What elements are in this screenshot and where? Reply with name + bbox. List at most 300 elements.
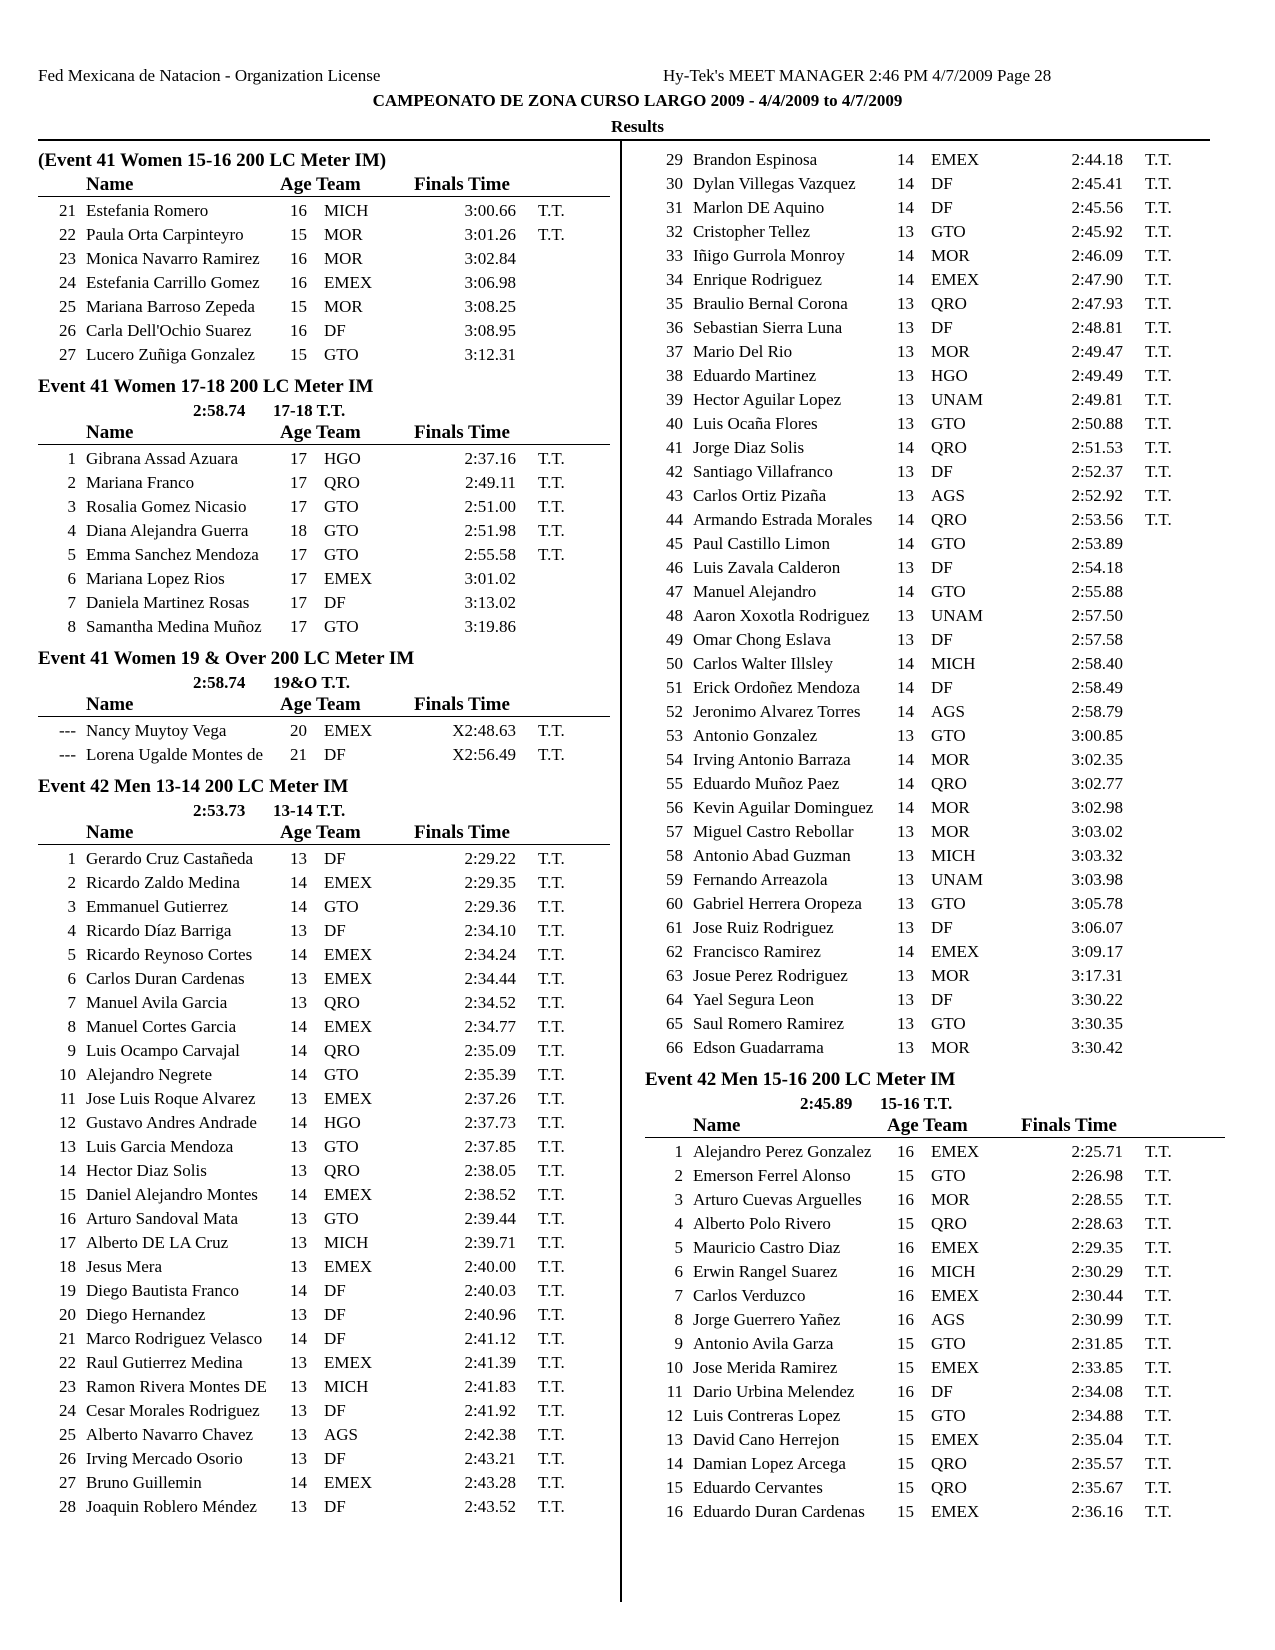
- swimmer-name: Enrique Rodriguez: [693, 270, 822, 289]
- finals-time: 2:28.55: [1071, 1190, 1123, 1209]
- time-standard-note: T.T.: [538, 1185, 565, 1204]
- place: ---: [59, 721, 76, 740]
- swimmer-age: 16: [897, 1142, 914, 1161]
- time-standard-note: T.T.: [538, 1305, 565, 1324]
- finals-time: 3:17.31: [1071, 966, 1123, 985]
- place: 14: [59, 1161, 76, 1180]
- place: 8: [67, 1017, 76, 1036]
- swimmer-age: 14: [290, 1113, 307, 1132]
- swimmer-name: Lucero Zuñiga Gonzalez: [86, 345, 255, 364]
- swimmer-name: Carlos Ortiz Pizaña: [693, 486, 827, 505]
- finals-time: 2:36.16: [1071, 1502, 1123, 1521]
- swimmer-name: Luis Garcia Mendoza: [86, 1137, 234, 1156]
- result-row: [645, 460, 1225, 484]
- swimmer-age: 15: [897, 1478, 914, 1497]
- swimmer-name: Alberto DE LA Cruz: [86, 1233, 229, 1252]
- time-standard-note: T.T.: [538, 1473, 565, 1492]
- swimmer-age: 13: [290, 1377, 307, 1396]
- team-code: GTO: [324, 897, 359, 916]
- qualifying-time: 2:58.74: [193, 673, 246, 692]
- column-header-name: Name: [693, 1115, 741, 1136]
- qualifying-label: 13-14 T.T.: [273, 801, 346, 820]
- swimmer-name: Irving Mercado Osorio: [86, 1449, 243, 1468]
- result-row: [38, 847, 610, 871]
- swimmer-name: Manuel Alejandro: [693, 582, 817, 601]
- place: 8: [674, 1310, 683, 1329]
- qualifying-time: 2:45.89: [800, 1094, 853, 1113]
- swimmer-age: 16: [290, 201, 307, 220]
- swimmer-name: Emmanuel Gutierrez: [86, 897, 229, 916]
- swimmer-name: Raul Gutierrez Medina: [86, 1353, 243, 1372]
- finals-time: 2:29.22: [464, 849, 516, 868]
- time-standard-note: T.T.: [1145, 246, 1172, 265]
- finals-time: 2:34.24: [464, 945, 516, 964]
- finals-time: 2:41.39: [464, 1353, 516, 1372]
- swimmer-age: 14: [290, 945, 307, 964]
- place: 27: [59, 345, 76, 364]
- result-row: [38, 943, 610, 967]
- finals-time: 2:57.50: [1071, 606, 1123, 625]
- time-standard-note: T.T.: [538, 1161, 565, 1180]
- result-row: [38, 1063, 610, 1087]
- team-code: MOR: [931, 246, 970, 265]
- column-header-name: Name: [86, 694, 134, 715]
- column-header-finals-time: Finals Time: [414, 174, 510, 195]
- swimmer-age: 13: [290, 1137, 307, 1156]
- finals-time: 2:34.88: [1071, 1406, 1123, 1425]
- swimmer-age: 13: [897, 918, 914, 937]
- finals-time: 3:30.22: [1071, 990, 1123, 1009]
- swimmer-name: Luis Contreras Lopez: [693, 1406, 841, 1425]
- finals-time: 3:08.25: [464, 297, 516, 316]
- swimmer-name: Marlon DE Aquino: [693, 198, 825, 217]
- swimmer-name: Arturo Sandoval Mata: [86, 1209, 239, 1228]
- finals-time: 2:50.88: [1071, 414, 1123, 433]
- swimmer-age: 14: [897, 246, 914, 265]
- time-standard-note: T.T.: [538, 1377, 565, 1396]
- time-standard-note: T.T.: [1145, 1142, 1172, 1161]
- team-code: DF: [324, 1305, 346, 1324]
- place: 13: [59, 1137, 76, 1156]
- column-header-finals-time: Finals Time: [414, 694, 510, 715]
- team-code: DF: [931, 462, 953, 481]
- team-code: EMEX: [931, 150, 980, 169]
- swimmer-age: 15: [290, 225, 307, 244]
- finals-time: 2:35.57: [1071, 1454, 1123, 1473]
- swimmer-age: 13: [897, 1014, 914, 1033]
- result-row: [645, 628, 1225, 652]
- time-standard-note: T.T.: [1145, 414, 1172, 433]
- swimmer-age: 13: [897, 462, 914, 481]
- team-code: QRO: [324, 1161, 360, 1180]
- result-row: [38, 447, 610, 471]
- finals-time: 2:28.63: [1071, 1214, 1123, 1233]
- event-block: [38, 774, 610, 1519]
- team-code: QRO: [324, 993, 360, 1012]
- result-row: [38, 1015, 610, 1039]
- result-row: [645, 1012, 1225, 1036]
- finals-time: 3:30.42: [1071, 1038, 1123, 1057]
- place: 5: [67, 545, 76, 564]
- team-code: DF: [931, 990, 953, 1009]
- place: 20: [59, 1305, 76, 1324]
- time-standard-note: T.T.: [1145, 1334, 1172, 1353]
- result-row: [645, 892, 1225, 916]
- swimmer-name: Gabriel Herrera Oropeza: [693, 894, 862, 913]
- swimmer-name: Mario Del Rio: [693, 342, 793, 361]
- result-row: [645, 196, 1225, 220]
- time-standard-note: T.T.: [1145, 1502, 1172, 1521]
- finals-time: 2:33.85: [1071, 1358, 1123, 1377]
- swimmer-age: 13: [897, 318, 914, 337]
- result-row: [38, 1183, 610, 1207]
- swimmer-age: 14: [897, 150, 914, 169]
- result-row: [645, 940, 1225, 964]
- swimmer-age: 17: [290, 497, 307, 516]
- swimmer-name: Dario Urbina Melendez: [693, 1382, 855, 1401]
- finals-time: 3:02.35: [1071, 750, 1123, 769]
- finals-time: 2:38.05: [464, 1161, 516, 1180]
- result-row: [38, 519, 610, 543]
- swimmer-age: 14: [897, 198, 914, 217]
- result-row: [645, 340, 1225, 364]
- swimmer-name: Carlos Duran Cardenas: [86, 969, 245, 988]
- finals-time: 2:38.52: [464, 1185, 516, 1204]
- swimmer-age: 13: [290, 1257, 307, 1276]
- place: 46: [666, 558, 683, 577]
- result-row: [38, 1087, 610, 1111]
- swimmer-name: Carlos Verduzco: [693, 1286, 806, 1305]
- team-code: MOR: [931, 1190, 970, 1209]
- team-code: GTO: [931, 1406, 966, 1425]
- time-standard-note: T.T.: [1145, 438, 1172, 457]
- result-row: [645, 436, 1225, 460]
- result-row: [38, 1207, 610, 1231]
- team-code: QRO: [931, 510, 967, 529]
- team-code: DF: [931, 678, 953, 697]
- team-code: GTO: [931, 1334, 966, 1353]
- result-row: [38, 1039, 610, 1063]
- team-code: EMEX: [931, 1142, 980, 1161]
- finals-time: 3:08.95: [464, 321, 516, 340]
- swimmer-name: Antonio Gonzalez: [693, 726, 818, 745]
- event-title: Event 41 Women 19 & Over 200 LC Meter IM: [38, 648, 415, 669]
- finals-time: 2:26.98: [1071, 1166, 1123, 1185]
- column-header-age-team: Age Team: [280, 174, 361, 195]
- team-code: MOR: [931, 750, 970, 769]
- finals-time: 2:30.99: [1071, 1310, 1123, 1329]
- place: 10: [666, 1358, 683, 1377]
- swimmer-name: Bruno Guillemin: [86, 1473, 202, 1492]
- finals-time: 2:57.58: [1071, 630, 1123, 649]
- team-code: GTO: [931, 1166, 966, 1185]
- team-code: EMEX: [931, 1502, 980, 1521]
- result-row: [645, 916, 1225, 940]
- time-standard-note: T.T.: [538, 1497, 565, 1516]
- finals-time: 2:44.18: [1071, 150, 1123, 169]
- finals-time: 2:49.47: [1071, 342, 1123, 361]
- place: 37: [666, 342, 683, 361]
- result-row: [645, 772, 1225, 796]
- swimmer-age: 14: [897, 438, 914, 457]
- result-row: [645, 1188, 1225, 1212]
- swimmer-name: Omar Chong Eslava: [693, 630, 831, 649]
- finals-time: X2:56.49: [452, 745, 516, 764]
- qualifying-standard: [38, 800, 610, 822]
- place: 18: [59, 1257, 76, 1276]
- place: 32: [666, 222, 683, 241]
- team-code: EMEX: [324, 1257, 373, 1276]
- time-standard-note: T.T.: [538, 201, 565, 220]
- result-row: [38, 1135, 610, 1159]
- swimmer-age: 20: [290, 721, 307, 740]
- swimmer-age: 13: [897, 846, 914, 865]
- time-standard-note: T.T.: [1145, 1430, 1172, 1449]
- result-row: [38, 223, 610, 247]
- column-header-name: Name: [86, 822, 134, 843]
- time-standard-note: T.T.: [1145, 1358, 1172, 1377]
- swimmer-name: Alberto Polo Rivero: [693, 1214, 831, 1233]
- place: 7: [674, 1286, 683, 1305]
- time-standard-note: T.T.: [538, 993, 565, 1012]
- column-header: [38, 174, 610, 197]
- team-code: HGO: [324, 449, 361, 468]
- swimmer-age: 14: [897, 774, 914, 793]
- time-standard-note: T.T.: [538, 721, 565, 740]
- swimmer-age: 17: [290, 449, 307, 468]
- finals-time: 2:58.79: [1071, 702, 1123, 721]
- result-row: [645, 1356, 1225, 1380]
- time-standard-note: T.T.: [538, 1089, 565, 1108]
- swimmer-name: Antonio Avila Garza: [693, 1334, 834, 1353]
- swimmer-age: 13: [897, 822, 914, 841]
- finals-time: 2:34.10: [464, 921, 516, 940]
- time-standard-note: T.T.: [1145, 342, 1172, 361]
- result-row: [645, 652, 1225, 676]
- team-code: GTO: [931, 222, 966, 241]
- swimmer-name: Kevin Aguilar Dominguez: [693, 798, 874, 817]
- place: 24: [59, 1401, 76, 1420]
- swimmer-age: 13: [290, 1089, 307, 1108]
- team-code: GTO: [324, 521, 359, 540]
- finals-time: 2:29.36: [464, 897, 516, 916]
- result-row: [645, 412, 1225, 436]
- time-standard-note: T.T.: [538, 1041, 565, 1060]
- place: 51: [666, 678, 683, 697]
- finals-time: 2:34.44: [464, 969, 516, 988]
- time-standard-note: T.T.: [538, 1113, 565, 1132]
- finals-time: 2:37.73: [464, 1113, 516, 1132]
- team-code: EMEX: [324, 1017, 373, 1036]
- place: 33: [666, 246, 683, 265]
- swimmer-age: 14: [897, 510, 914, 529]
- place: 52: [666, 702, 683, 721]
- team-code: GTO: [324, 617, 359, 636]
- team-code: MICH: [324, 1377, 369, 1396]
- swimmer-name: Daniela Martinez Rosas: [86, 593, 250, 612]
- result-row: [645, 1428, 1225, 1452]
- place: 42: [666, 462, 683, 481]
- team-code: HGO: [324, 1113, 361, 1132]
- swimmer-age: 13: [897, 630, 914, 649]
- swimmer-name: Ricardo Díaz Barriga: [86, 921, 232, 940]
- time-standard-note: T.T.: [538, 225, 565, 244]
- team-code: EMEX: [931, 1358, 980, 1377]
- swimmer-name: Carla Dell'Ochio Suarez: [86, 321, 252, 340]
- swimmer-name: Nancy Muytoy Vega: [86, 721, 227, 740]
- team-code: MICH: [931, 654, 976, 673]
- swimmer-age: 16: [290, 249, 307, 268]
- result-row: [38, 319, 610, 343]
- place: 24: [59, 273, 76, 292]
- time-standard-note: T.T.: [538, 1281, 565, 1300]
- column-header-age-team: Age Team: [280, 822, 361, 843]
- place: 3: [674, 1190, 683, 1209]
- swimmer-name: Jorge Diaz Solis: [693, 438, 805, 457]
- time-standard-note: T.T.: [1145, 1310, 1172, 1329]
- swimmer-age: 13: [897, 390, 914, 409]
- time-standard-note: T.T.: [1145, 198, 1172, 217]
- team-code: MICH: [931, 1262, 976, 1281]
- swimmer-name: Marco Rodriguez Velasco: [86, 1329, 263, 1348]
- swimmer-name: Braulio Bernal Corona: [693, 294, 848, 313]
- place: 22: [59, 225, 76, 244]
- place: 54: [666, 750, 683, 769]
- left-column: [38, 148, 610, 1519]
- finals-time: 2:29.35: [1071, 1238, 1123, 1257]
- swimmer-name: Daniel Alejandro Montes: [86, 1185, 258, 1204]
- swimmer-age: 17: [290, 617, 307, 636]
- finals-time: 2:40.03: [464, 1281, 516, 1300]
- team-code: DF: [931, 174, 953, 193]
- swimmer-age: 14: [897, 654, 914, 673]
- team-code: EMEX: [931, 942, 980, 961]
- swimmer-age: 14: [897, 174, 914, 193]
- result-row: [38, 1279, 610, 1303]
- result-row: [645, 220, 1225, 244]
- team-code: MOR: [931, 342, 970, 361]
- column-header: [38, 822, 610, 845]
- result-row: [38, 247, 610, 271]
- team-code: GTO: [324, 345, 359, 364]
- team-code: DF: [324, 1497, 346, 1516]
- team-code: DF: [931, 318, 953, 337]
- time-standard-note: T.T.: [538, 449, 565, 468]
- swimmer-age: 16: [897, 1262, 914, 1281]
- place: 44: [666, 510, 683, 529]
- place: 11: [59, 1089, 76, 1108]
- finals-time: 2:41.83: [464, 1377, 516, 1396]
- team-code: EMEX: [931, 1238, 980, 1257]
- swimmer-name: Manuel Avila Garcia: [86, 993, 228, 1012]
- finals-time: 2:58.40: [1071, 654, 1123, 673]
- time-standard-note: T.T.: [538, 1209, 565, 1228]
- finals-time: 2:39.44: [464, 1209, 516, 1228]
- place: 38: [666, 366, 683, 385]
- place: 3: [67, 497, 76, 516]
- time-standard-note: T.T.: [1145, 1286, 1172, 1305]
- team-code: HGO: [931, 366, 968, 385]
- place: 15: [666, 1478, 683, 1497]
- time-standard-note: T.T.: [1145, 294, 1172, 313]
- swimmer-name: Fernando Arreazola: [693, 870, 828, 889]
- place: 12: [666, 1406, 683, 1425]
- time-standard-note: T.T.: [538, 1329, 565, 1348]
- event-title: Event 42 Men 15-16 200 LC Meter IM: [645, 1069, 956, 1090]
- team-code: AGS: [931, 486, 966, 505]
- swimmer-age: 16: [897, 1238, 914, 1257]
- time-standard-note: T.T.: [538, 945, 565, 964]
- finals-time: 2:45.41: [1071, 174, 1123, 193]
- swimmer-name: Jesus Mera: [86, 1257, 163, 1276]
- swimmer-name: Miguel Castro Rebollar: [693, 822, 854, 841]
- result-row: [645, 820, 1225, 844]
- swimmer-age: 14: [897, 798, 914, 817]
- team-code: EMEX: [324, 721, 373, 740]
- swimmer-name: Eduardo Duran Cardenas: [693, 1502, 865, 1521]
- swimmer-age: 13: [290, 1497, 307, 1516]
- swimmer-name: Josue Perez Rodriguez: [693, 966, 848, 985]
- place: 21: [59, 201, 76, 220]
- team-code: GTO: [931, 726, 966, 745]
- event-block: [38, 646, 610, 767]
- finals-time: 2:42.38: [464, 1425, 516, 1444]
- swimmer-name: Joaquin Roblero Méndez: [86, 1497, 257, 1516]
- swimmer-age: 14: [290, 1281, 307, 1300]
- swimmer-name: Luis Ocampo Carvajal: [86, 1041, 240, 1060]
- team-code: MOR: [931, 1038, 970, 1057]
- result-row: [38, 1327, 610, 1351]
- team-code: DF: [324, 745, 346, 764]
- result-row: [38, 567, 610, 591]
- swimmer-age: 13: [290, 1161, 307, 1180]
- swimmer-age: 16: [290, 321, 307, 340]
- place: 57: [666, 822, 683, 841]
- event-title: Event 42 Men 13-14 200 LC Meter IM: [38, 776, 349, 797]
- team-code: MOR: [931, 798, 970, 817]
- swimmer-name: Samantha Medina Muñoz: [86, 617, 262, 636]
- result-row: [645, 484, 1225, 508]
- team-code: MOR: [931, 966, 970, 985]
- qualifying-standard: [38, 672, 610, 694]
- swimmer-age: 14: [897, 702, 914, 721]
- time-standard-note: T.T.: [1145, 1190, 1172, 1209]
- swimmer-name: Emerson Ferrel Alonso: [693, 1166, 851, 1185]
- column-header-age-team: Age Team: [280, 422, 361, 443]
- event-block: [645, 1067, 1225, 1524]
- place: 41: [666, 438, 683, 457]
- result-row: [38, 871, 610, 895]
- finals-time: 2:35.67: [1071, 1478, 1123, 1497]
- swimmer-age: 15: [897, 1502, 914, 1521]
- place: 22: [59, 1353, 76, 1372]
- team-code: QRO: [931, 294, 967, 313]
- finals-time: 2:29.35: [464, 873, 516, 892]
- qualifying-standard: [645, 1093, 1225, 1115]
- swimmer-age: 14: [897, 582, 914, 601]
- finals-time: 3:06.98: [464, 273, 516, 292]
- swimmer-age: 16: [897, 1190, 914, 1209]
- result-row: [38, 1111, 610, 1135]
- finals-time: 2:41.12: [464, 1329, 516, 1348]
- result-row: [645, 796, 1225, 820]
- swimmer-name: Gibrana Assad Azuara: [86, 449, 239, 468]
- qualifying-label: 19&O T.T.: [273, 673, 350, 692]
- finals-time: 3:30.35: [1071, 1014, 1123, 1033]
- team-code: GTO: [324, 1137, 359, 1156]
- finals-time: 2:37.26: [464, 1089, 516, 1108]
- meet-title: CAMPEONATO DE ZONA CURSO LARGO 2009 - 4/4/2009 to 4/7/2009: [372, 91, 903, 110]
